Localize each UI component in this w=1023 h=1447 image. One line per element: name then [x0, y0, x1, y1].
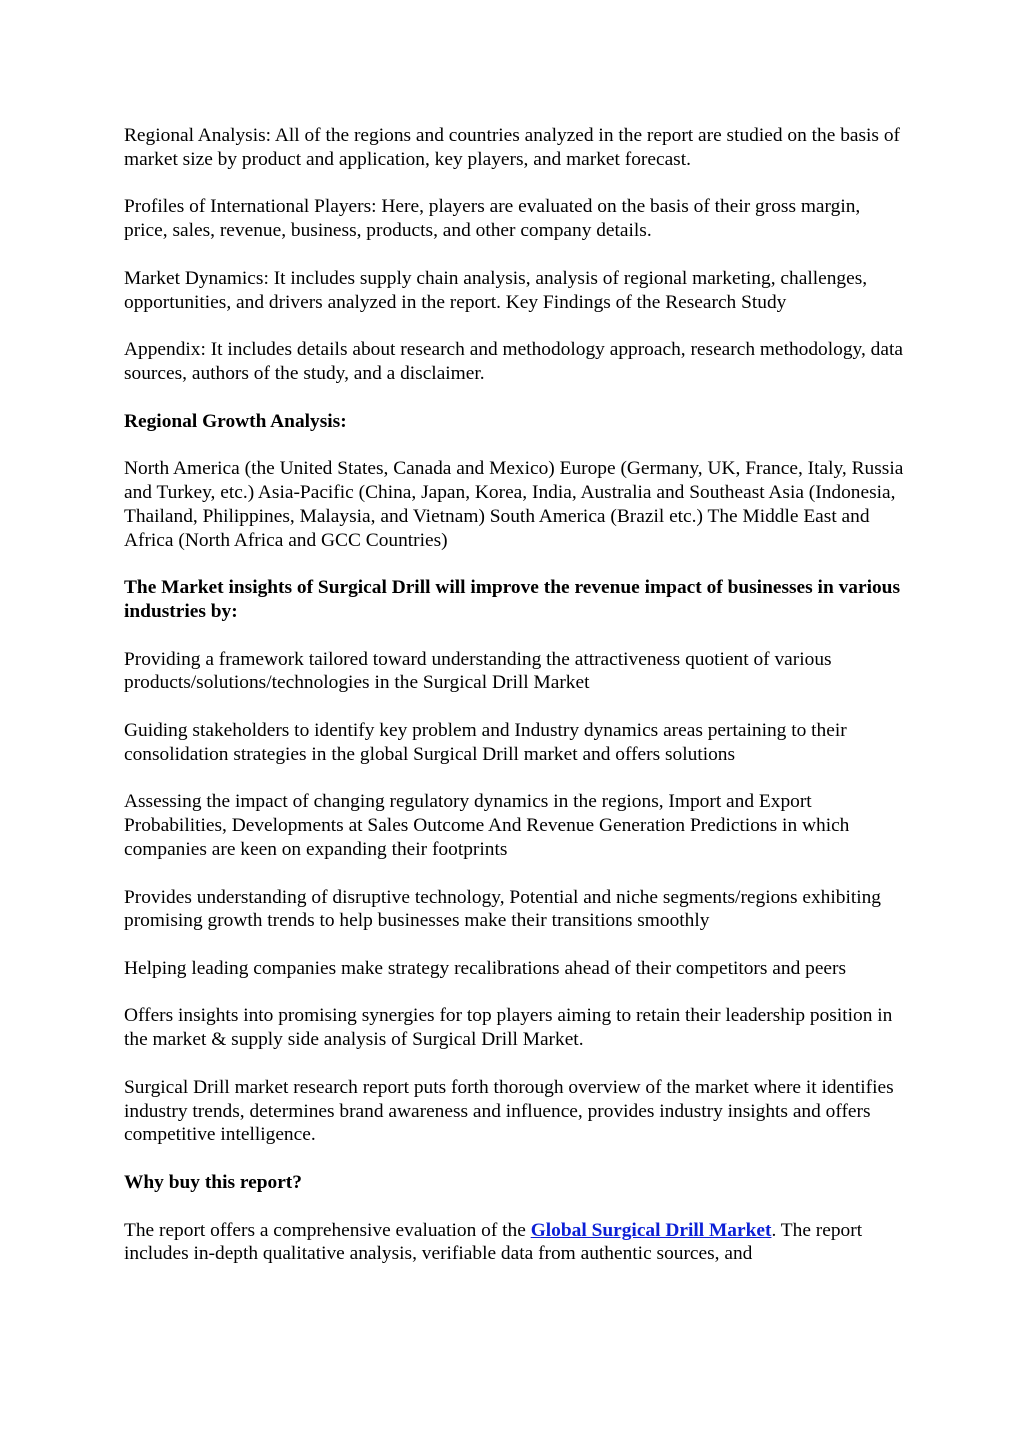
paragraph-assessing: Assessing the impact of changing regulatory dynamics in the regions, Import and Export Probabilities, Developments at Sales Outcome And Revenue Generation Predictions in which companies are keen on expanding their footprints	[124, 791, 850, 860]
paragraph-guiding: Guiding stakeholders to identify key problem and Industry dynamics areas pertaining to their consolidation strategies in the global Surgical Drill market and offers solutions	[124, 719, 847, 765]
heading-regional-growth: Regional Growth Analysis:	[124, 410, 347, 432]
paragraph-framework: Providing a framework tailored toward understanding the attractiveness quotient of various products/solutions/technologies in the Surgical Drill Market	[124, 648, 832, 694]
report-offers-text-after: . The report includes in-depth qualitative analysis, verifiable data from authentic sources, and	[124, 1219, 863, 1265]
document-body	[124, 124, 904, 1290]
paragraph-disruptive: Provides understanding of disruptive technology, Potential and niche segments/regions exhibiting promising growth trends to help businesses make their transitions smoothly	[124, 886, 882, 932]
heading-market-insights: The Market insights of Surgical Drill will improve the revenue impact of businesses in various industries by:	[124, 577, 900, 622]
paragraph-offers-insights: Offers insights into promising synergies for top players aiming to retain their leadership position in the market & supply side analysis of Surgical Drill Market.	[124, 1005, 893, 1051]
paragraph-profiles: Profiles of International Players: Here, players are evaluated on the basis of their gross margin, price, sales, revenue, business, products, and other company details.	[124, 196, 861, 242]
paragraph-helping: Helping leading companies make strategy recalibrations ahead of their competitors and peers	[124, 957, 847, 979]
paragraph-overview: Surgical Drill market research report puts forth thorough overview of the market where it identifies industry trends, determines brand awareness and influence, provides industry insights and offers competitive intelligence.	[124, 1076, 894, 1146]
paragraph-market-dynamics: Market Dynamics: It includes supply chain analysis, analysis of regional marketing, challenges, opportunities, and drivers analyzed in the report. Key Findings of the Research Study	[124, 267, 868, 313]
paragraph-regions-list: North America (the United States, Canada and Mexico) Europe (Germany, UK, France, Italy, Russia and Turkey, etc.) Asia-Pacific (China, Japan, Korea, India, Australia and Southeast Asia (Indonesia, Thailand, Philippines, Malaysia, and Vietnam) South America (Brazil etc.) The Middle East and Africa (North Africa and GCC Countries)	[124, 458, 904, 551]
global-surgical-drill-market-link[interactable]: Global Surgical Drill Market	[530, 1219, 772, 1241]
paragraph-regional-analysis: Regional Analysis: All of the regions and countries analyzed in the report are studied on the basis of market size by product and application, key players, and market forecast.	[124, 125, 900, 170]
paragraph-appendix: Appendix: It includes details about research and methodology approach, research methodology, data sources, authors of the study, and a disclaimer.	[124, 339, 903, 384]
paragraph-report-offers	[124, 1219, 904, 1267]
heading-why-buy: Why buy this report?	[124, 1172, 302, 1194]
report-offers-text-before: The report offers a comprehensive evaluation of the	[124, 1219, 531, 1241]
